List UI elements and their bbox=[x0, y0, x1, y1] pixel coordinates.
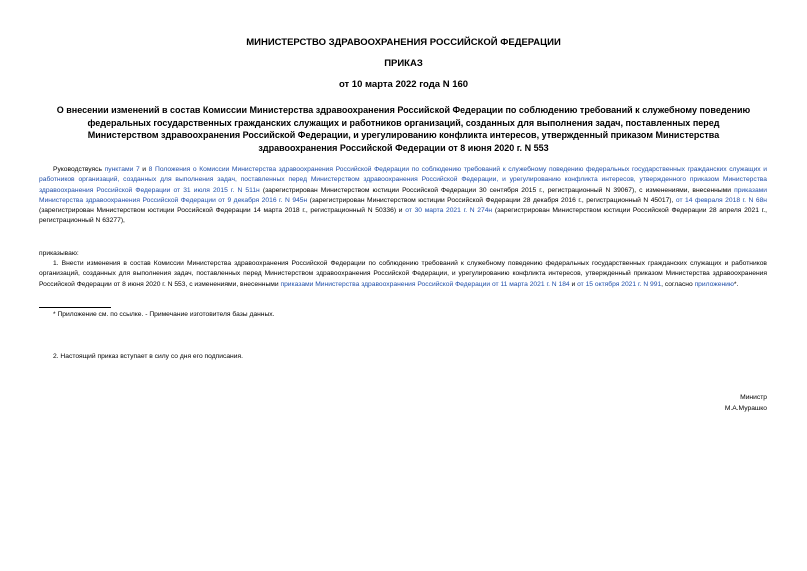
preamble-paragraph bbox=[39, 165, 767, 227]
footnote-divider bbox=[39, 307, 111, 308]
document-title: О внесении изменений в состав Комиссии Министерства здравоохранения Российской Федерации по соблюдению требований к служебному поведению федеральных государственных гражданских служащих и работников организаций, созданных для выполнения задач, поставленных перед Министерством здравоохранения Российской Федерации, и урегулированию конфликта интересов, утвержденный приказом Министерства здравоохранения Российской Федерации от 8 июня 2020 г. N 553 bbox=[56, 105, 751, 153]
item1-text-3: , согласно bbox=[661, 280, 695, 288]
link-appendix[interactable]: приложению bbox=[694, 280, 734, 288]
link-clauses-7[interactable]: пунктами 7 bbox=[104, 166, 140, 173]
item1-text-1: 1. Внести изменения в состав Комиссии Министерства здравоохранения Российской Федерации по соблюдению требований к служебному поведению федеральных государственных гражданских служащих и работников организаций, созданных для выполнения задач, поставленных перед Министерством здравоохранения Российской Федерации, и урегулированию конфликта интересов, утвержденный приказом Министерства здравоохранения Российской Федерации от 8 июня 2020 г. N 553, с изменениями, внесенными bbox=[39, 260, 767, 288]
preamble-text-2: и bbox=[139, 166, 149, 173]
order-type: ПРИКАЗ bbox=[384, 58, 423, 69]
footnote: * Приложение см. по ссылке. - Примечание изготовителя базы данных. bbox=[53, 311, 275, 318]
preamble-text-1: Руководствуясь bbox=[53, 166, 105, 173]
link-order-68n[interactable]: от 14 февраля 2018 г. N 68н bbox=[675, 196, 767, 204]
order-date-number: от 10 марта 2022 года N 160 bbox=[338, 79, 469, 90]
item1-text-4: *. bbox=[733, 280, 739, 288]
preamble-text-7: (зарегистрирован Министерством юстиции Российской Федерации 28 апреля 2021 г., регистрационный N 63277), bbox=[39, 207, 767, 225]
item-1-paragraph bbox=[39, 259, 767, 290]
link-order-184[interactable]: приказами Министерства здравоохранения Российской Федерации от 11 марта 2021 г. N 184 bbox=[280, 280, 570, 288]
preamble-text-5: (зарегистрирован Министерством юстиции Российской Федерации 28 декабря 2016 г., регистрационный N 45017), bbox=[307, 196, 676, 204]
preamble-text-4: (зарегистрирован Министерством юстиции Российской Федерации 30 сентября 2015 г., регистрационный N 39067), с изменениями, внесенными bbox=[259, 186, 735, 194]
ministry-header: МИНИСТЕРСТВО ЗДРАВООХРАНЕНИЯ РОССИЙСКОЙ ФЕДЕРАЦИИ bbox=[246, 37, 561, 48]
item1-text-2: и bbox=[569, 280, 578, 288]
order-word: приказываю: bbox=[39, 250, 79, 257]
preamble-text-6: (зарегистрирован Министерством юстиции Российской Федерации 14 марта 2018 г., регистрационный N 50336) и bbox=[39, 207, 406, 215]
link-order-945n[interactable]: приказами Министерства здравоохранения Российской Федерации от 9 декабря 2016 г. N 945н bbox=[39, 186, 768, 204]
signature-name: М.А.Мурашко bbox=[724, 405, 767, 412]
item-2-paragraph: 2. Настоящий приказ вступает в силу со дня его подписания. bbox=[53, 353, 243, 360]
link-clause-8[interactable]: 8 bbox=[148, 166, 153, 173]
link-order-991[interactable]: от 15 октября 2021 г. N 991 bbox=[577, 280, 662, 288]
link-order-274n[interactable]: от 30 марта 2021 г. N 274н bbox=[405, 207, 493, 215]
link-commission-regulation[interactable]: Положения о Комиссии Министерства здравоохранения Российской Федерации по соблюдению требований к служебному поведению федеральных государственных гражданских служащих и работников организаций, созданных для выполнения задач, поставленных перед Министерством здравоохранения Российской Федерации, и урегулированию конфликта интересов, утвержденного приказом Министерства здравоохранения Российской Федерации от 31 июля 2015 г. N 511н bbox=[39, 166, 768, 194]
signature-position: Министр bbox=[740, 394, 767, 401]
